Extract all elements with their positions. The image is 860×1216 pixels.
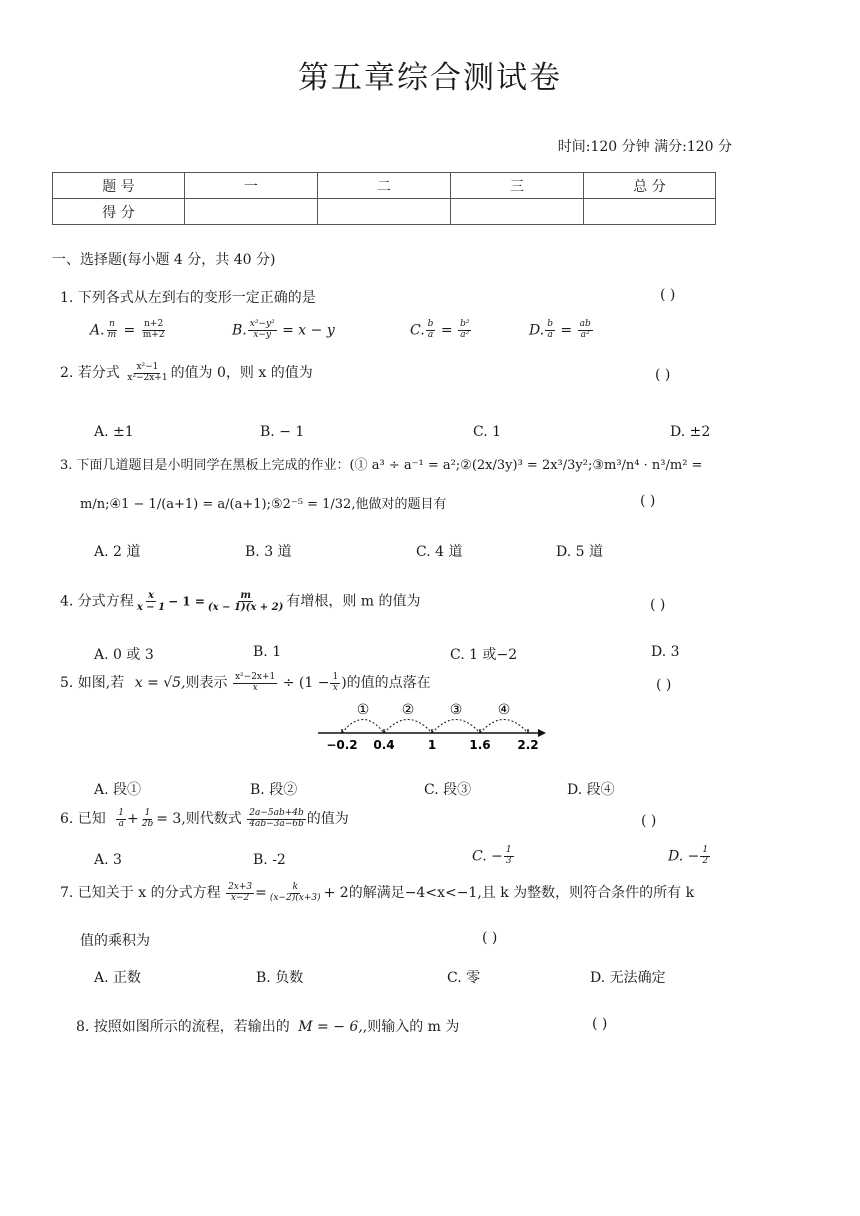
q2-option-c[interactable]: C. 1: [473, 424, 502, 440]
frac-num: b: [547, 319, 553, 329]
q3-option-c[interactable]: C. 4 道: [416, 544, 463, 560]
frac-den: 2b: [141, 818, 154, 829]
frac-den: 4ab−3a−6b: [249, 818, 304, 829]
option-label: B.: [232, 322, 247, 339]
frac-den: x: [252, 682, 258, 693]
q3-answer-paren[interactable]: ( ): [640, 493, 656, 509]
axis-tick-label: −0.2: [326, 738, 358, 752]
frac-den: x−y: [253, 329, 272, 340]
frac-num: 1: [505, 845, 512, 855]
stem-text: 的解满足−4<x<−1,且 k 为整数，则符合条件的所有 k: [348, 885, 695, 901]
frac-num: n: [108, 319, 115, 329]
stem-text: 则表示: [185, 675, 228, 691]
score-table-score-row: [53, 199, 716, 225]
frac-num: n+2: [144, 319, 164, 329]
frac-den: (x−2)(x+3): [269, 892, 321, 903]
segment-label: ③: [449, 702, 463, 718]
q2-option-d[interactable]: D. ±2: [670, 424, 711, 440]
frac-den: a²: [460, 329, 470, 340]
time-info: 时间:120 分钟 满分:120 分: [557, 139, 732, 155]
frac-den: x−2: [230, 892, 250, 903]
score-input-cell[interactable]: [185, 199, 318, 225]
score-table: [52, 172, 716, 225]
segment-label: ④: [497, 702, 511, 718]
axis-tick-label: 1: [427, 738, 437, 752]
frac-num: ab: [579, 319, 591, 329]
q6-option-c[interactable]: [472, 846, 515, 867]
q1-stem: 1. 下列各式从左到右的变形一定正确的是: [60, 290, 316, 306]
score-header-cell: 三: [451, 173, 584, 199]
frac-num: 1: [118, 807, 124, 818]
frac-num: 2a−5ab+4b: [249, 807, 304, 818]
frac-den: x − 1: [136, 602, 166, 613]
arrow-head-icon: [538, 729, 546, 737]
frac-den: a: [547, 329, 553, 340]
stem-text: )的值的点落在: [341, 675, 431, 691]
q7-option-d[interactable]: D. 无法确定: [590, 970, 666, 986]
score-input-cell[interactable]: [584, 199, 716, 225]
score-header-cell: 一: [185, 173, 318, 199]
q2-option-a[interactable]: A. ±1: [94, 424, 134, 440]
frac-den: a: [118, 818, 124, 829]
frac-den: m+2: [142, 329, 165, 340]
frac-num: x: [147, 590, 154, 601]
stem-text: ,则输入的 m 为: [362, 1019, 460, 1035]
q5-option-b[interactable]: B. 段②: [250, 782, 298, 798]
segment-arc: [480, 720, 528, 734]
segment-arc: [342, 720, 384, 734]
q7-stem-line2: 值的乘积为: [80, 933, 150, 949]
frac-den: x: [332, 682, 338, 693]
frac-den: 2: [702, 855, 709, 866]
segment-arc: [432, 720, 480, 734]
q4-option-c[interactable]: C. 1 或−2: [450, 647, 518, 663]
frac-den: a: [427, 329, 434, 340]
number-line-figure: [312, 696, 552, 754]
q4-option-d[interactable]: D. 3: [651, 644, 680, 660]
score-input-cell[interactable]: [451, 199, 584, 225]
q7-stem: [60, 882, 694, 903]
equation-part: =: [255, 885, 267, 901]
q5-answer-paren[interactable]: ( ): [656, 677, 672, 693]
frac-num: 2x+3: [228, 881, 253, 892]
equation-part: = x − y: [282, 322, 335, 339]
frac-den: m: [107, 329, 117, 340]
q3-stem-line2: m/n;④1 − 1/(a+1) = a/(a+1);⑤2⁻⁵ = 1/32,他做对的题目有: [80, 497, 447, 512]
option-label: C. −: [472, 848, 503, 865]
option-label: D. −: [668, 848, 700, 865]
frac-den: 3: [505, 855, 512, 866]
option-label: C.: [410, 322, 425, 339]
frac-num: b²: [460, 319, 470, 329]
stem-text: 的值为 0，则 x 的值为: [170, 365, 313, 381]
q1-option-b: [232, 320, 335, 341]
frac-num: m: [240, 590, 251, 601]
q5-option-c[interactable]: C. 段③: [424, 782, 472, 798]
axis-tick-label: 2.2: [517, 738, 539, 752]
axis-tick-label: 0.4: [373, 738, 395, 752]
q6-option-a[interactable]: A. 3: [94, 852, 122, 868]
stem-text: 有增根，则 m 的值为: [286, 593, 421, 610]
q5-option-d[interactable]: D. 段④: [567, 782, 615, 798]
q6-option-d[interactable]: [668, 846, 711, 867]
q1-option-c: C. $\frac{b}{a}$ = $\frac{\text{b²}}{\text{a²}}$: [410, 319, 470, 340]
equation-part: = 3,: [156, 811, 186, 827]
stem-text: 4. 分式方程: [60, 593, 134, 610]
q6-option-b[interactable]: B. -2: [253, 852, 286, 868]
q1-option-a: A. $\frac{n}{m}$ = $\frac{n+2}{m+2}$: [90, 319, 165, 340]
equation-part: + 2: [323, 885, 349, 901]
q3-option-a[interactable]: A. 2 道: [94, 544, 141, 560]
q2-answer-paren[interactable]: ( ): [655, 367, 671, 383]
section-heading: 一、选择题(每小题 4 分，共 40 分): [52, 252, 276, 268]
q2-stem: [60, 362, 313, 383]
q1-option-d: D. $\frac{b}{a}$ = $\frac{ab}{\text{a²}}$: [529, 319, 591, 340]
frac-num: b: [427, 319, 434, 329]
equation-part: − 1 =: [168, 594, 205, 609]
q8-stem: [76, 1016, 459, 1036]
q4-answer-paren[interactable]: ( ): [650, 597, 666, 613]
frac-num: x²−2x+1: [234, 671, 276, 682]
q7-option-a[interactable]: A. 正数: [94, 970, 142, 986]
segment-arc: [384, 720, 432, 734]
q7-option-c[interactable]: C. 零: [447, 970, 481, 986]
q7-answer-paren[interactable]: ( ): [482, 930, 498, 946]
segment-label: ②: [401, 702, 415, 718]
q8-answer-paren[interactable]: ( ): [592, 1016, 608, 1032]
stem-text: 5. 如图,若: [60, 675, 125, 691]
axis-tick-label: 1.6: [469, 738, 491, 752]
q3-stem: 3. 下面几道题目是小明同学在黑板上完成的作业：(① a³ ÷ a⁻¹ = a²;②(2x/3y)³ = 2x³/3y²;③m³/n⁴ · n³/m² =: [60, 458, 703, 473]
equation-part: +: [127, 811, 139, 827]
score-row-label: 得 分: [53, 199, 185, 225]
frac-den: x²−2x+1: [127, 372, 168, 383]
stem-text: 6. 已知: [60, 811, 106, 827]
frac-num: x²−1: [136, 361, 159, 372]
equation-part: M = − 6,: [298, 1019, 363, 1035]
equation-part: ÷ (1 −: [282, 675, 330, 691]
q4-option-a[interactable]: A. 0 或 3: [94, 647, 154, 663]
q5-option-a[interactable]: A. 段①: [94, 782, 142, 798]
stem-text: 8. 按照如图所示的流程，若输出的: [76, 1019, 290, 1035]
q3-option-b[interactable]: B. 3 道: [245, 544, 292, 560]
equation-part: x = √5,: [134, 675, 186, 691]
frac-den: a²: [580, 329, 590, 340]
frac-num: 1: [702, 845, 709, 855]
frac-num: k: [292, 881, 298, 892]
stem-text: 的值为: [306, 811, 349, 827]
score-input-cell[interactable]: [318, 199, 451, 225]
score-header-cell: 二: [318, 173, 451, 199]
page-title: 第五章综合测试卷: [298, 60, 562, 96]
q3-option-d[interactable]: D. 5 道: [556, 544, 603, 560]
option-label: D.: [529, 322, 545, 339]
score-table-header-row: [53, 173, 716, 199]
score-header-cell: 题 号: [53, 173, 185, 199]
option-label: A.: [90, 322, 105, 339]
q1-answer-paren[interactable]: ( ): [660, 287, 676, 303]
q6-stem: [60, 808, 349, 829]
frac-num: x²−y²: [249, 319, 275, 329]
q4-stem: [60, 590, 421, 613]
stem-text: 2. 若分式: [60, 365, 120, 381]
q2-option-b[interactable]: B. − 1: [260, 424, 305, 440]
frac-den: (x − 1)(x + 2): [207, 602, 284, 613]
frac-num: 1: [144, 807, 151, 818]
segment-label: ①: [356, 702, 370, 718]
frac-num: 1: [332, 671, 339, 682]
q5-stem: [60, 672, 431, 693]
q7-option-b[interactable]: B. 负数: [256, 970, 304, 986]
stem-text: 7. 已知关于 x 的分式方程: [60, 885, 221, 901]
stem-text: 则代数式: [185, 811, 242, 827]
score-header-cell: 总 分: [584, 173, 716, 199]
q6-answer-paren[interactable]: ( ): [641, 813, 657, 829]
q4-option-b[interactable]: B. 1: [253, 644, 282, 660]
